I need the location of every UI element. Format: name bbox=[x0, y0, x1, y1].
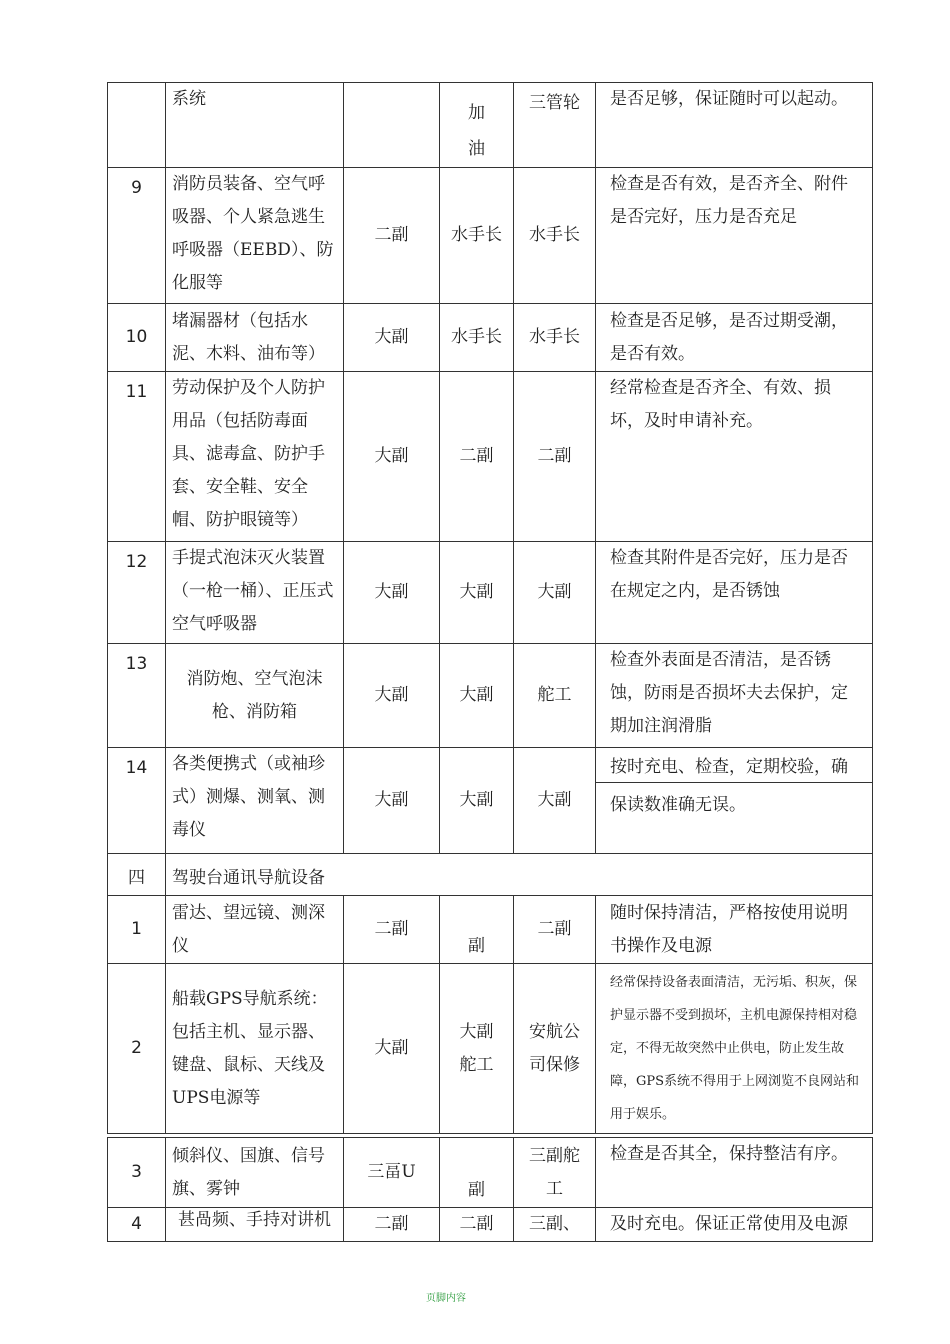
row-number: 3 bbox=[108, 1138, 166, 1208]
remark-cell: 经常保持设备表面清洁，无污垢、积灰，保护显示器不受到损坏，主机电源保持相对稳定，不得无故突然中止供电，防止发生故障，GPS系统不得用于上网浏览不良网站和用于娱乐。 bbox=[596, 964, 873, 1134]
responsible-cell: 二副 bbox=[344, 168, 440, 304]
remark-cell: 是否足够，保证随时可以起动。 bbox=[596, 83, 873, 168]
maintainer-cell: 水手长 bbox=[514, 304, 596, 372]
row-number: 4 bbox=[108, 1208, 166, 1242]
table-row bbox=[108, 372, 873, 542]
section-row bbox=[108, 854, 873, 896]
row-number: 1 bbox=[108, 896, 166, 964]
maintainer-cell: 安航公 司保修 bbox=[514, 964, 596, 1134]
responsible-cell: 大副 bbox=[344, 372, 440, 542]
item-cell: 手提式泡沫灭火装置（一枪一桶）、正压式空气呼吸器 bbox=[166, 542, 344, 644]
responsible-cell: 三畐U bbox=[344, 1138, 440, 1208]
row-number: 10 bbox=[108, 304, 166, 372]
remark-cell: 检查其附件是否完好，压力是否在规定之内，是否锈蚀 bbox=[596, 542, 873, 644]
item-cell: 甚咼频、手持对讲机 bbox=[166, 1208, 344, 1242]
responsible-cell: 二副 bbox=[344, 1208, 440, 1242]
table-row bbox=[108, 304, 873, 372]
maintainer-cell: 二副 bbox=[514, 896, 596, 964]
inspector-cell: 大副 bbox=[440, 748, 514, 854]
row-number: 2 bbox=[108, 964, 166, 1134]
maintainer-cell: 三管轮 bbox=[514, 83, 596, 168]
duty-table-main bbox=[107, 82, 873, 1134]
remark-cell: 检查是否其全，保持整洁有序。 bbox=[596, 1138, 873, 1208]
page-footer: 页脚内容 bbox=[426, 1293, 466, 1304]
table-row bbox=[108, 896, 873, 964]
inspector-cell: 大副 bbox=[440, 644, 514, 748]
duty-table-continued bbox=[107, 1137, 873, 1242]
responsible-cell: 大副 bbox=[344, 304, 440, 372]
maintainer-cell: 舵工 bbox=[514, 644, 596, 748]
item-cell: 消防炮、空气泡沫枪、消防箱 bbox=[166, 644, 344, 748]
responsible-cell: 二副 bbox=[344, 896, 440, 964]
table-row bbox=[108, 748, 873, 854]
table-row bbox=[108, 83, 873, 168]
responsible-cell: 大副 bbox=[344, 748, 440, 854]
item-cell: 雷达、望远镜、测深仪 bbox=[166, 896, 344, 964]
inspector-cell: 水手长 bbox=[440, 304, 514, 372]
item-cell: 系统 bbox=[166, 83, 344, 168]
item-cell: 各类便携式（或袖珍式）测爆、测氧、测毒仪 bbox=[166, 748, 344, 854]
inspector-cell: 大副 舵工 bbox=[440, 964, 514, 1134]
responsible-cell bbox=[344, 83, 440, 168]
remark-cell: 及时充电。保证正常使用及电源 bbox=[596, 1208, 873, 1242]
row-number bbox=[108, 83, 166, 168]
row-number: 14 bbox=[108, 748, 166, 854]
maintainer-cell: 三副、 bbox=[514, 1208, 596, 1242]
item-cell: 船载GPS导航系统：包括主机、显示器、键盘、鼠标、天线及 UPS电源等 bbox=[166, 964, 344, 1134]
remark-cell: 检查是否有效，是否齐全、附件是否完好，压力是否充足 bbox=[596, 168, 873, 304]
section-number: 四 bbox=[108, 854, 166, 896]
inspector-cell: 大副 bbox=[440, 542, 514, 644]
remark-cell: 检查是否足够，是否过期受潮，是否有效。 bbox=[596, 304, 873, 372]
remark-cell bbox=[596, 748, 873, 854]
maintainer-cell: 水手长 bbox=[514, 168, 596, 304]
item-cell: 消防员装备、空气呼吸器、个人紧急逃生呼吸器（EEBD）、防化服等 bbox=[166, 168, 344, 304]
inspector-cell: 副 bbox=[440, 1138, 514, 1208]
table-row bbox=[108, 1208, 873, 1242]
responsible-cell: 大副 bbox=[344, 542, 440, 644]
remark-cell: 检查外表面是否清洁，是否锈蚀，防雨是否损坏夫去保护，定期加注润滑脂 bbox=[596, 644, 873, 748]
maintainer-cell: 大副 bbox=[514, 748, 596, 854]
row-number: 9 bbox=[108, 168, 166, 304]
inspector-cell: 二副 bbox=[440, 372, 514, 542]
section-title: 驾驶台通讯导航设备 bbox=[166, 854, 873, 896]
remark-line: 按时充电、检查，定期校验，确 bbox=[596, 748, 872, 783]
responsible-cell: 大副 bbox=[344, 644, 440, 748]
remark-cell: 随时保持清洁，严格按使用说明书操作及电源 bbox=[596, 896, 873, 964]
inspector-cell: 副 bbox=[440, 896, 514, 964]
item-cell: 倾斜仪、国旗、信号旗、雾钟 bbox=[166, 1138, 344, 1208]
table-row bbox=[108, 964, 873, 1134]
item-cell: 劳动保护及个人防护用品（包括防毒面具、滤毒盒、防护手套、安全鞋、安全帽、防护眼镜等） bbox=[166, 372, 344, 542]
row-number: 13 bbox=[108, 644, 166, 748]
row-number: 12 bbox=[108, 542, 166, 644]
row-number: 11 bbox=[108, 372, 166, 542]
maintainer-cell: 大副 bbox=[514, 542, 596, 644]
responsible-cell: 大副 bbox=[344, 964, 440, 1134]
inspector-cell: 二副 bbox=[440, 1208, 514, 1242]
item-cell: 堵漏器材（包括水泥、木料、油布等） bbox=[166, 304, 344, 372]
maintainer-cell: 三副舵 工 bbox=[514, 1138, 596, 1208]
table-row bbox=[108, 168, 873, 304]
table-row bbox=[108, 644, 873, 748]
inspector-cell: 加 油 bbox=[440, 83, 514, 168]
table-row bbox=[108, 542, 873, 644]
remark-line: 保读数准确无误。 bbox=[610, 795, 746, 815]
maintainer-cell: 二副 bbox=[514, 372, 596, 542]
inspector-cell: 水手长 bbox=[440, 168, 514, 304]
table-row bbox=[108, 1138, 873, 1208]
remark-cell: 经常检查是否齐全、有效、损坏，及时申请补充。 bbox=[596, 372, 873, 542]
